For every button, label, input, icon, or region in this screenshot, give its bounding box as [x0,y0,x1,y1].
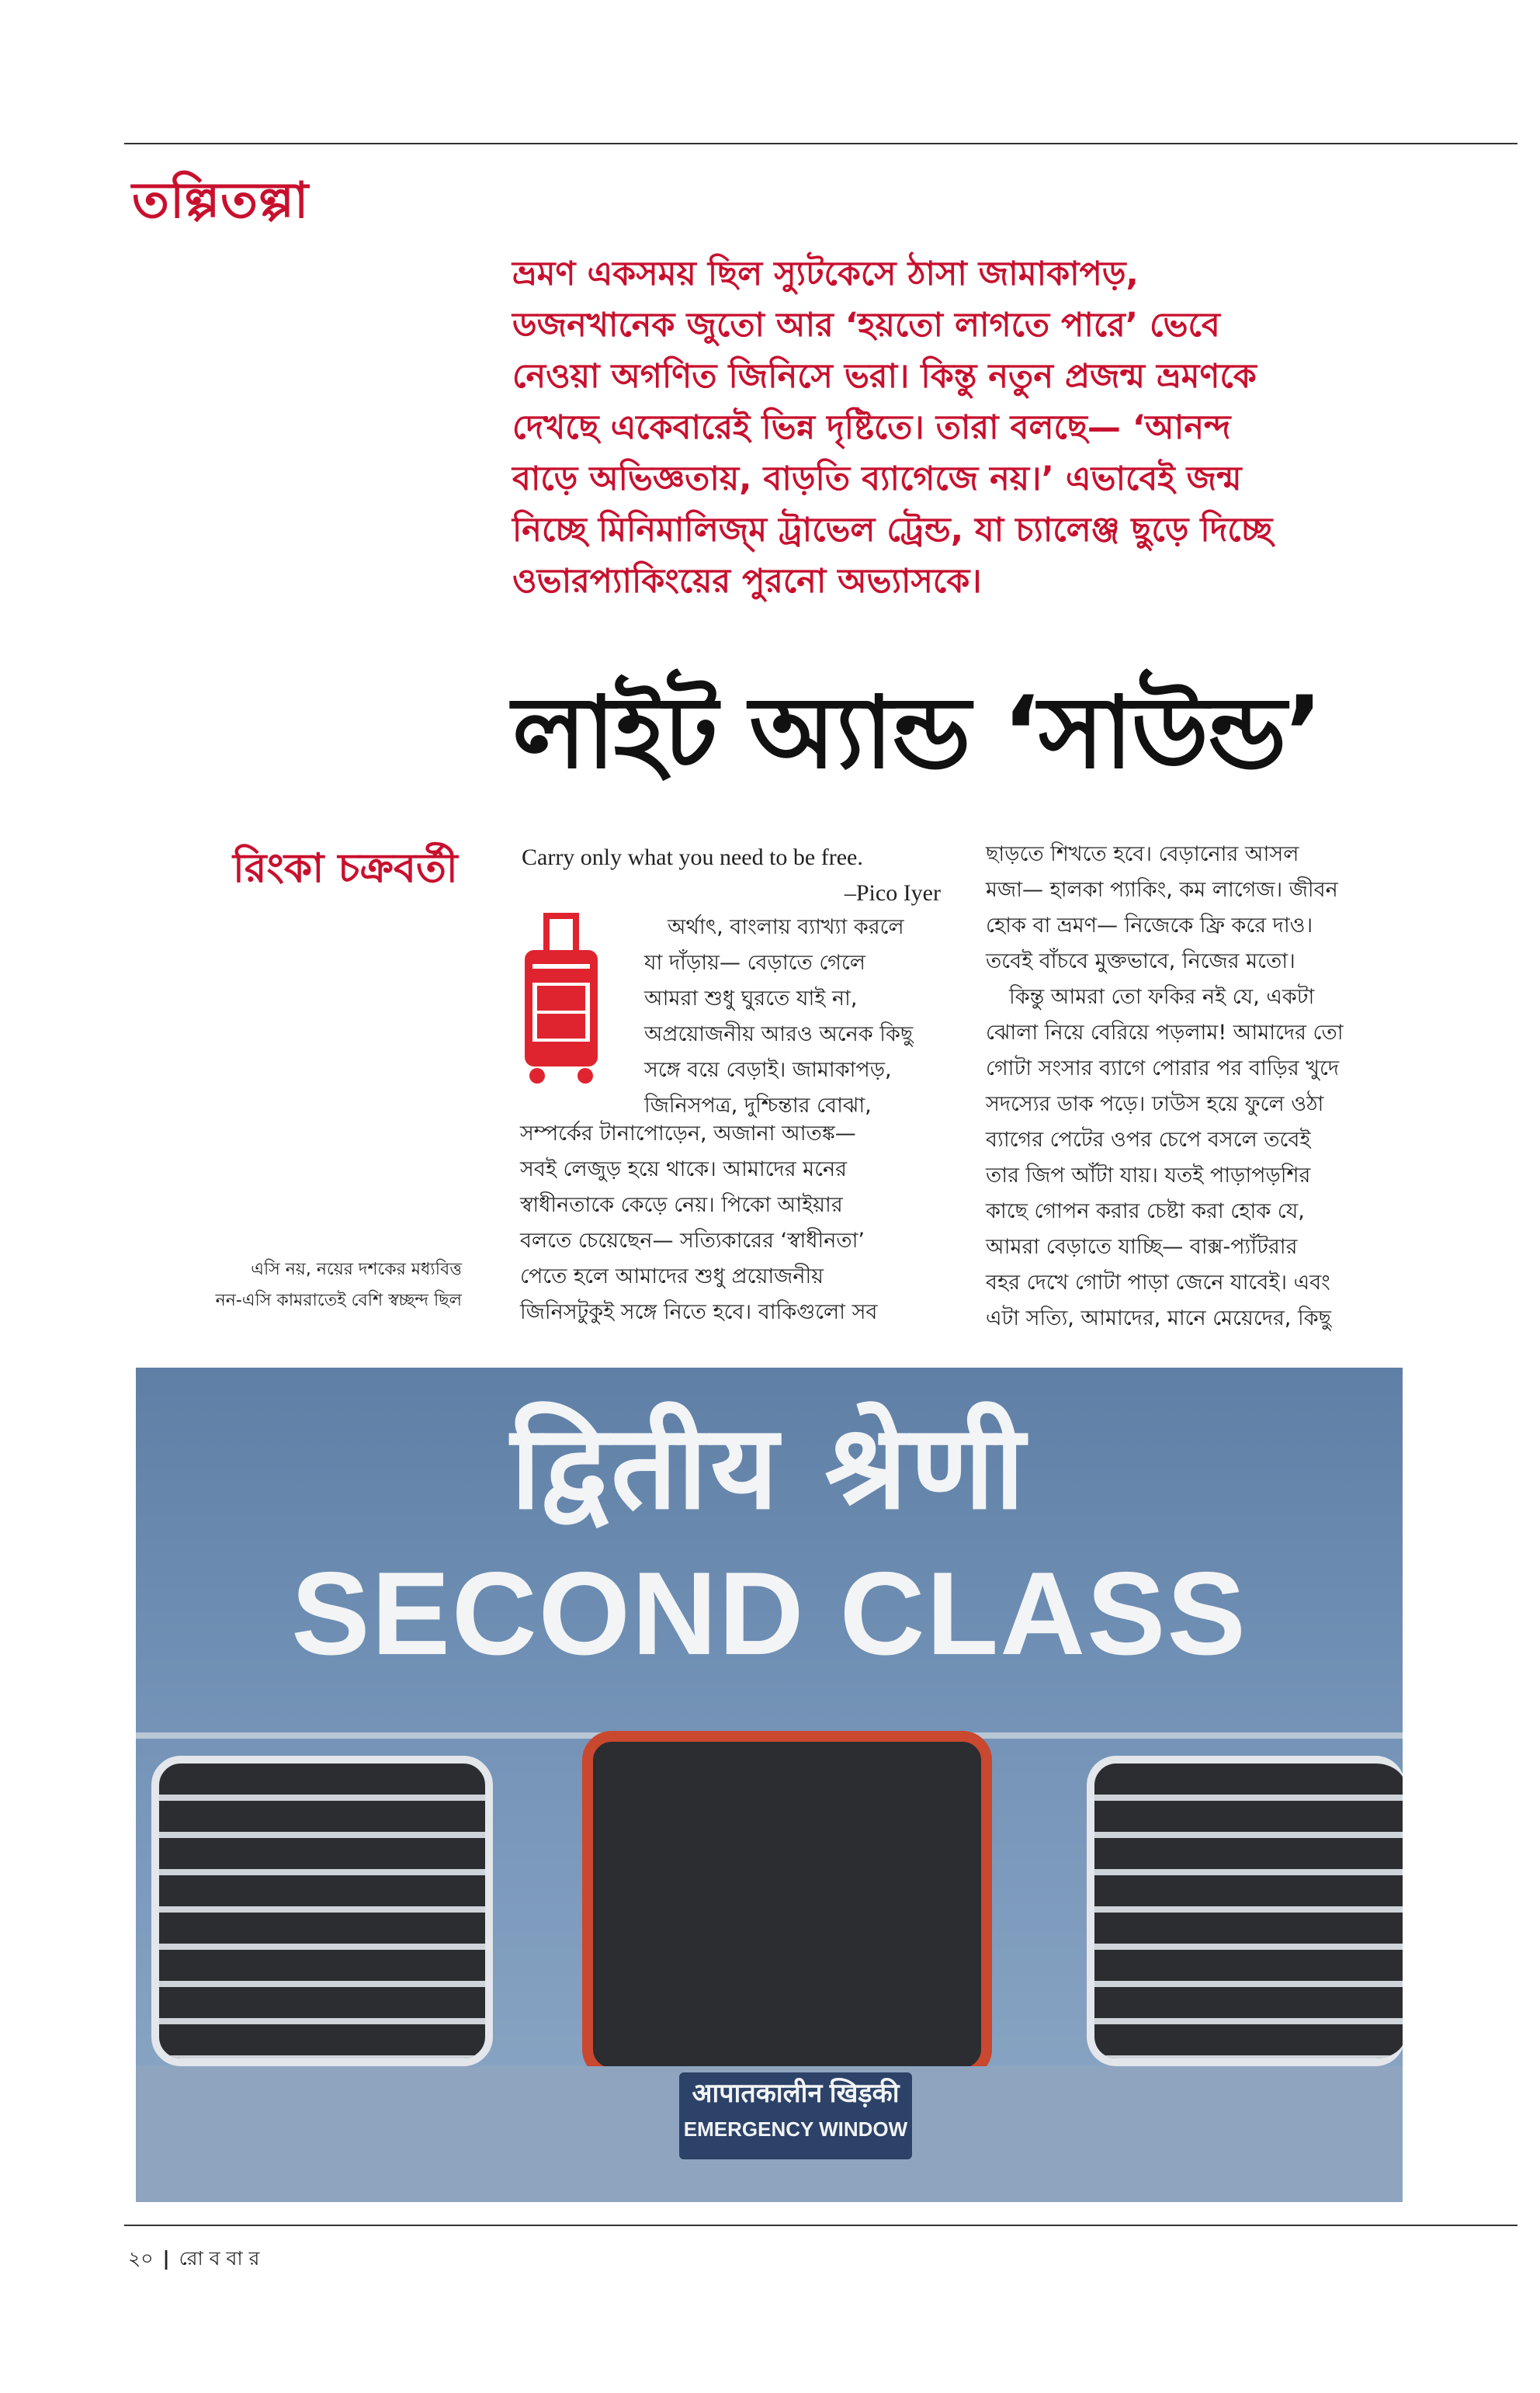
suitcase-icon [519,910,604,1088]
page-number: ২০ [128,2247,154,2270]
body-line: ছাড়তে শিখতে হবে। বেড়ানোর আসল [986,842,1299,866]
body-line: অপ্রয়োজনীয় আরও অনেক কিছু [644,1022,914,1046]
body-line: কিন্তু আমরা তো ফকির নই যে, একটা [1009,985,1315,1009]
standfirst-line: ভ্রমণ একসময় ছিল স্যুটকেসে ঠাসা জামাকাপড়, [512,255,1139,293]
body-column-1 [520,1116,955,1330]
body-line: আমরা শুধু ঘুরতে যাই না, [644,987,858,1011]
body-line: আমরা বেড়াতে যাচ্ছি— বাক্স-প্যাঁটরার [986,1235,1298,1259]
body-line: এটা সত্যি, আমাদের, মানে মেয়েদের, কিছু [986,1306,1331,1330]
body-line: সম্পর্কের টানাপোড়েন, অজানা আতঙ্ক— [520,1122,856,1146]
body-line: তবেই বাঁচবে মুক্তভাবে, নিজের মতো। [986,949,1295,973]
train-photo [136,1368,1403,2202]
body-line: সবই লেজুড় হয়ে থাকে। আমাদের মনের [520,1157,847,1181]
body-line: তার জিপ আঁটা যায়। যতই পাড়াপড়শির [986,1164,1311,1188]
body-line: অর্থাৎ, বাংলায় ব্যাখ্যা করলে [668,915,904,939]
sign-hindi-text: आपातकालीन खिड़की [692,2079,900,2108]
body-line: যা দাঁড়ায়— বেড়াতে গেলে [644,951,865,975]
body-line: স্বাধীনতাকে কেড়ে নেয়। পিকো আইয়ার [520,1193,843,1217]
epigraph-text: Carry only what you need to be free. [522,844,863,870]
window-right [1087,1756,1403,2066]
body-column-1-intro [644,910,947,1124]
body-line: সদস্যের ডাক পড়ে। ঢাউস হয়ে ফুলে ওঠা [986,1092,1324,1116]
epigraph-author: –Pico Iyer [844,880,941,906]
byline: রিংকা চক্রবর্তী [233,845,458,892]
body-line: কাছে গোপন করার চেষ্টা করা হোক যে, [986,1199,1305,1223]
magazine-name: রো ব বা র [179,2247,260,2270]
body-line: জিনিসটুকুই সঙ্গে নিতে হবে। বাকিগুলো সব [520,1300,878,1324]
sign-english-text: EMERGENCY WINDOW [683,2117,908,2141]
window-bars [159,1764,485,2058]
headline: লাইট অ্যান্ড ‘সাউন্ড’ [512,675,1322,791]
standfirst [512,248,1413,607]
top-rule [124,143,1517,144]
body-line: বলতে চেয়েছেন— সত্যিকারের ‘স্বাধীনতা’ [520,1229,865,1253]
caption-line: নন-এসি কামরাতেই বেশি স্বচ্ছন্দ ছিল [215,1291,462,1310]
standfirst-line: নিচ্ছে মিনিমালিজ্‌ম ট্রাভেল ট্রেন্ড, যা চ্যালেঞ্জ ছুড়ে দিচ্ছে [512,511,1273,550]
section-tag: তল্পিতল্পা [132,172,310,230]
body-line: বহর দেখে গোটা পাড়া জেনে যাবেই। এবং [986,1271,1330,1295]
photo-caption [124,1254,462,1316]
caption-line: এসি নয়, নয়ের দশকের মধ্যবিত্ত [251,1260,462,1279]
body-line: সঙ্গে বয়ে বেড়াই। জামাকাপড়, [644,1058,892,1082]
standfirst-line: বাড়ে অভিজ্ঞতায়, বাড়তি ব্যাগেজে নয়।’ এভাবেই জন্ম [512,460,1242,498]
standfirst-line: নেওয়া অগণিত জিনিসে ভরা। কিন্তু নতুন প্রজন্ম ভ্রমণকে [512,357,1257,396]
coach-english-text: SECOND CLASS [291,1548,1247,1680]
epigraph [522,840,941,911]
body-column-2 [986,837,1420,1337]
window-bars [1094,1764,1403,2058]
page-footer [128,2243,259,2277]
standfirst-line: দেখছে একেবারেই ভিন্ন দৃষ্টিতে। তারা বলছে— ‘আনন্দ [512,408,1231,447]
standfirst-line: ডজনখানেক জুতো আর ‘হয়তো লাগতে পারে’ ভেবে [512,306,1220,345]
body-line: ব্যাগের পেটের ওপর চেপে বসলে তবেই [986,1128,1311,1152]
emergency-window-sign [679,2072,912,2159]
window-center [582,1731,992,2079]
body-line: পেতে হলে আমাদের শুধু প্রয়োজনীয় [520,1264,824,1288]
coach-hindi-text: द्वितीय श्रेणी [510,1400,1028,1535]
body-line: গোটা সংসার ব্যাগে পোরার পর বাড়ির খুদে [986,1056,1340,1080]
bottom-rule [124,2225,1517,2226]
standfirst-line: ওভারপ্যাকিংয়ের পুরনো অভ্যাসকে। [512,562,982,601]
body-line: জিনিসপত্র, দুশ্চিন্তার বোঝা, [644,1094,872,1118]
body-line: মজা— হালকা প্যাকিং, কম লাগেজ। জীবন [986,878,1338,902]
body-line: ঝোলা নিয়ে বেরিয়ে পড়লাম! আমাদের তো [986,1021,1344,1045]
body-line: হোক বা ভ্রমণ— নিজেকে ফ্রি করে দাও। [986,914,1313,938]
window-left [151,1756,493,2066]
footer-separator: | [162,2247,170,2270]
